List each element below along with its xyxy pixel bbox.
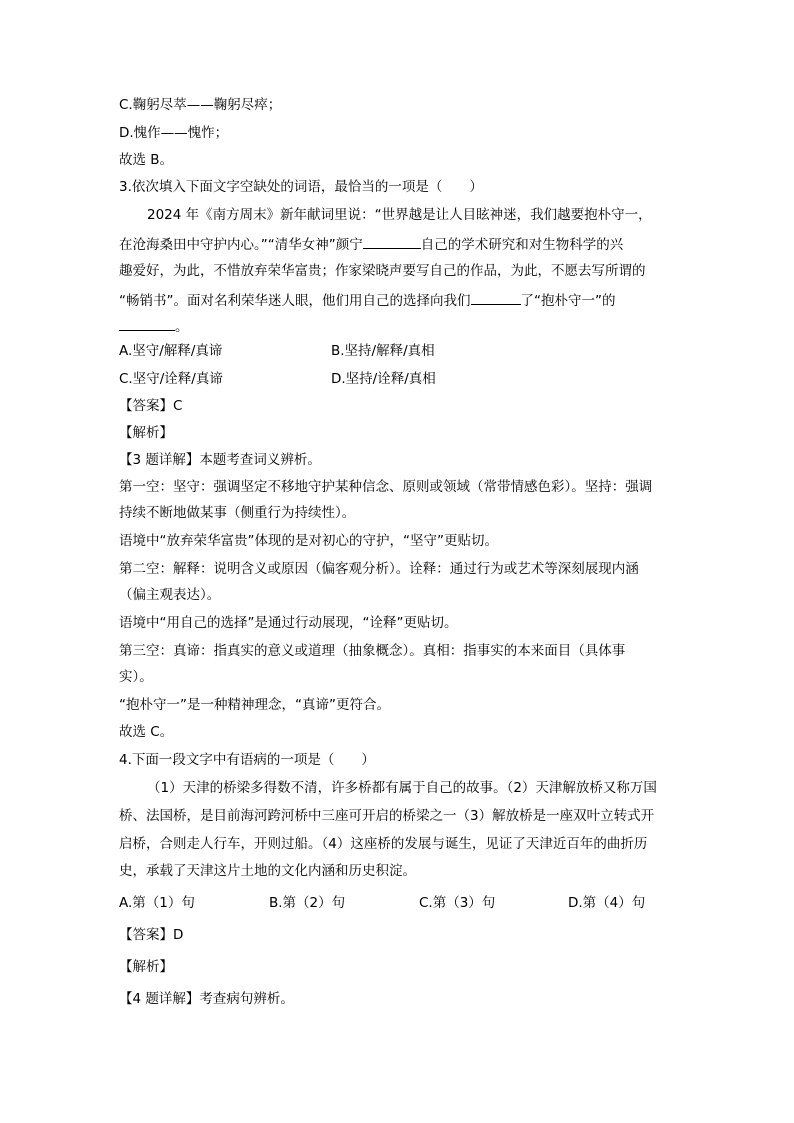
blank-1: [363, 234, 421, 249]
passage-line: [119, 234, 623, 254]
option-c: C.第（3）句: [419, 895, 496, 911]
explanation-line: 语境中“放弃荣华富贵”体现的是对初心的守护，“坚守”更贴切。: [119, 533, 498, 549]
explanation-line: 实）。: [119, 669, 153, 685]
explanation-line: （偏主观表达）。: [119, 587, 221, 603]
passage-text: “畅销书”。面对名利荣华迷人眼，他们用自己的选择向我们: [119, 293, 471, 309]
passage-line: 趣爱好，为此，不惜放弃荣华富贵；作家梁晓声要写自己的作品，为此，不愿去写所谓的: [119, 263, 646, 279]
passage-text: 在沧海桑田中守护内心。”“清华女神”颜宁: [119, 237, 363, 253]
analysis-label: 【解析】: [119, 425, 173, 441]
option-c: C.坚守/诠释/真谛: [119, 371, 223, 387]
analysis-label: 【解析】: [119, 959, 173, 975]
explanation-line: 语境中“用自己的选择”是通过行动展现，“诠释”更贴切。: [119, 615, 458, 631]
option-b: B.第（2）句: [269, 895, 346, 911]
passage-line: [119, 290, 616, 310]
option-d-line: D.愧作——愧怍；: [119, 125, 229, 141]
passage-line: 启桥，合则走人行车，开则过船。（4）这座桥的发展与诞生，见证了天津近百年的曲折历: [119, 836, 648, 852]
passage-line: [119, 316, 189, 336]
passage-text: 了“抱朴守一”的: [520, 293, 616, 309]
option-d: D.第（4）句: [568, 895, 646, 911]
explanation-line: 持续不断地做某事（侧重行为持续性）。: [119, 505, 356, 521]
option-d: D.坚持/诠释/真相: [331, 371, 436, 387]
conclusion-line: 故选 B。: [119, 152, 174, 168]
explanation-line: 第三空：真谛：指真实的意义或道理（抽象概念）。真相：指事实的本来面目（具体事: [119, 643, 626, 659]
option-a: A.坚守/解释/真谛: [119, 343, 223, 359]
answer-line: 【答案】C: [119, 398, 183, 414]
option-b: B.坚持/解释/真相: [331, 343, 435, 359]
passage-line: 桥、法国桥，是目前海河跨河桥中三座可开启的桥梁之一（3）解放桥是一座双叶立转式开: [119, 808, 655, 824]
answer-line: 【答案】D: [119, 927, 184, 943]
option-c-line: C.鞠躬尽萃——鞠躬尽瘁；: [119, 97, 282, 113]
blank-2: [471, 290, 521, 305]
explanation-line: 第一空：坚守：强调坚定不移地守护某种信念、原则或领域（常带情感色彩）。坚持：强调: [119, 479, 653, 495]
passage-text: 自己的学术研究和对生物科学的兴: [420, 237, 624, 253]
question-3-stem: 3.依次填入下面文字空缺处的词语，最恰当的一项是（ ）: [119, 179, 483, 195]
passage-line: 史，承载了天津这片土地的文化内涵和历史积淀。: [119, 863, 416, 879]
passage-text: 。: [175, 319, 189, 335]
option-a: A.第（1）句: [119, 895, 195, 911]
blank-3: [119, 316, 175, 331]
detail-line: 【4 题详解】考查病句辨析。: [119, 991, 294, 1007]
detail-line: 【3 题详解】本题考查词义辨析。: [119, 452, 321, 468]
passage-line: （1）天津的桥梁多得数不清，许多桥都有属于自己的故事。（2）天津解放桥又称万国: [147, 780, 657, 796]
conclusion-line: 故选 C。: [119, 724, 174, 740]
question-4-stem: 4.下面一段文字中有语病的一项是（ ）: [119, 752, 375, 768]
explanation-line: 第二空：解释：说明含义或原因（偏客观分析）。诠释：通过行为或艺术等深刻展现内涵: [119, 561, 639, 577]
explanation-line: “抱朴守一”是一种精神理念，“真谛”更符合。: [119, 697, 390, 713]
passage-line: 2024 年《南方周末》新年献词里说：“世界越是让人目眩神迷，我们越要抱朴守一，: [147, 207, 652, 223]
